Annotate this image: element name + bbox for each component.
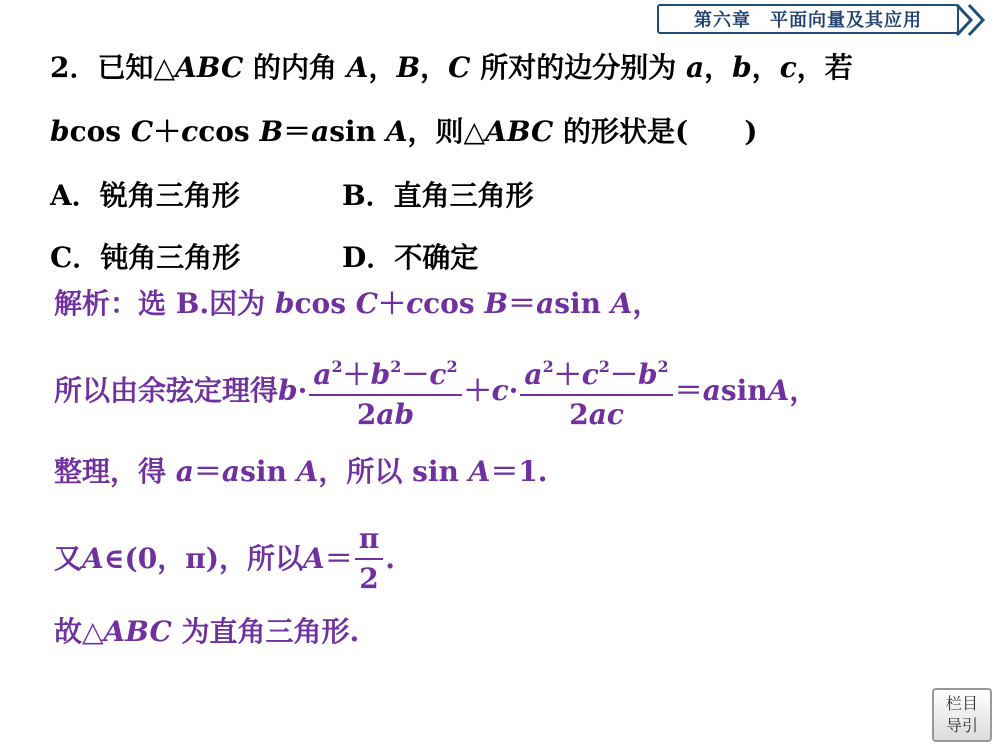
- option-c[interactable]: C．钝角三角形: [50, 241, 241, 274]
- solution-line-4: 又 A ∈(0，π)，所以 A ＝ $\frac{\pi}{2}$ .: [54, 522, 395, 595]
- option-a[interactable]: A．锐角三角形: [50, 179, 240, 212]
- section-nav-button[interactable]: 栏目 导引: [932, 688, 992, 742]
- solution-line-5: 故△ABC 为直角三角形.: [54, 615, 360, 648]
- fraction-pi-over-2: $\frac{\pi}{2}$: [355, 522, 384, 596]
- chapter-label: 第六章 平面向量及其应用: [694, 10, 922, 31]
- option-b[interactable]: B．直角三角形: [342, 179, 534, 212]
- question-line-2: bcos C＋ccos B＝asin A，则△ABC 的形状是( ): [50, 115, 758, 148]
- chapter-tab[interactable]: [657, 4, 959, 34]
- question-line-1: 2．已知△ABC 的内角 A，B，C 所对的边分别为 a，b，c，若: [50, 51, 853, 84]
- fraction-2: $\frac{a^2+c^2-b^2}{2ac}$: [520, 350, 672, 432]
- fraction-1: $\frac{a^2+b^2-c^2}{2ab}$: [309, 350, 461, 432]
- solution-line-3: 整理，得 a＝asin A，所以 sin A＝1.: [54, 455, 548, 488]
- chevron-right-icon: [955, 3, 997, 37]
- solution-line-1: 解析：选 B.因为 bcos C＋ccos B＝asin A，: [54, 287, 661, 320]
- solution-line-2: 所以由余弦定理得 b · $\frac{a^2+b^2-c^2}{2ab}$ ＋ c · $\frac{a^2+c^2-b^2}{2ac}$ ＝ a sin A ，: [54, 350, 817, 432]
- option-d[interactable]: D．不确定: [342, 241, 479, 274]
